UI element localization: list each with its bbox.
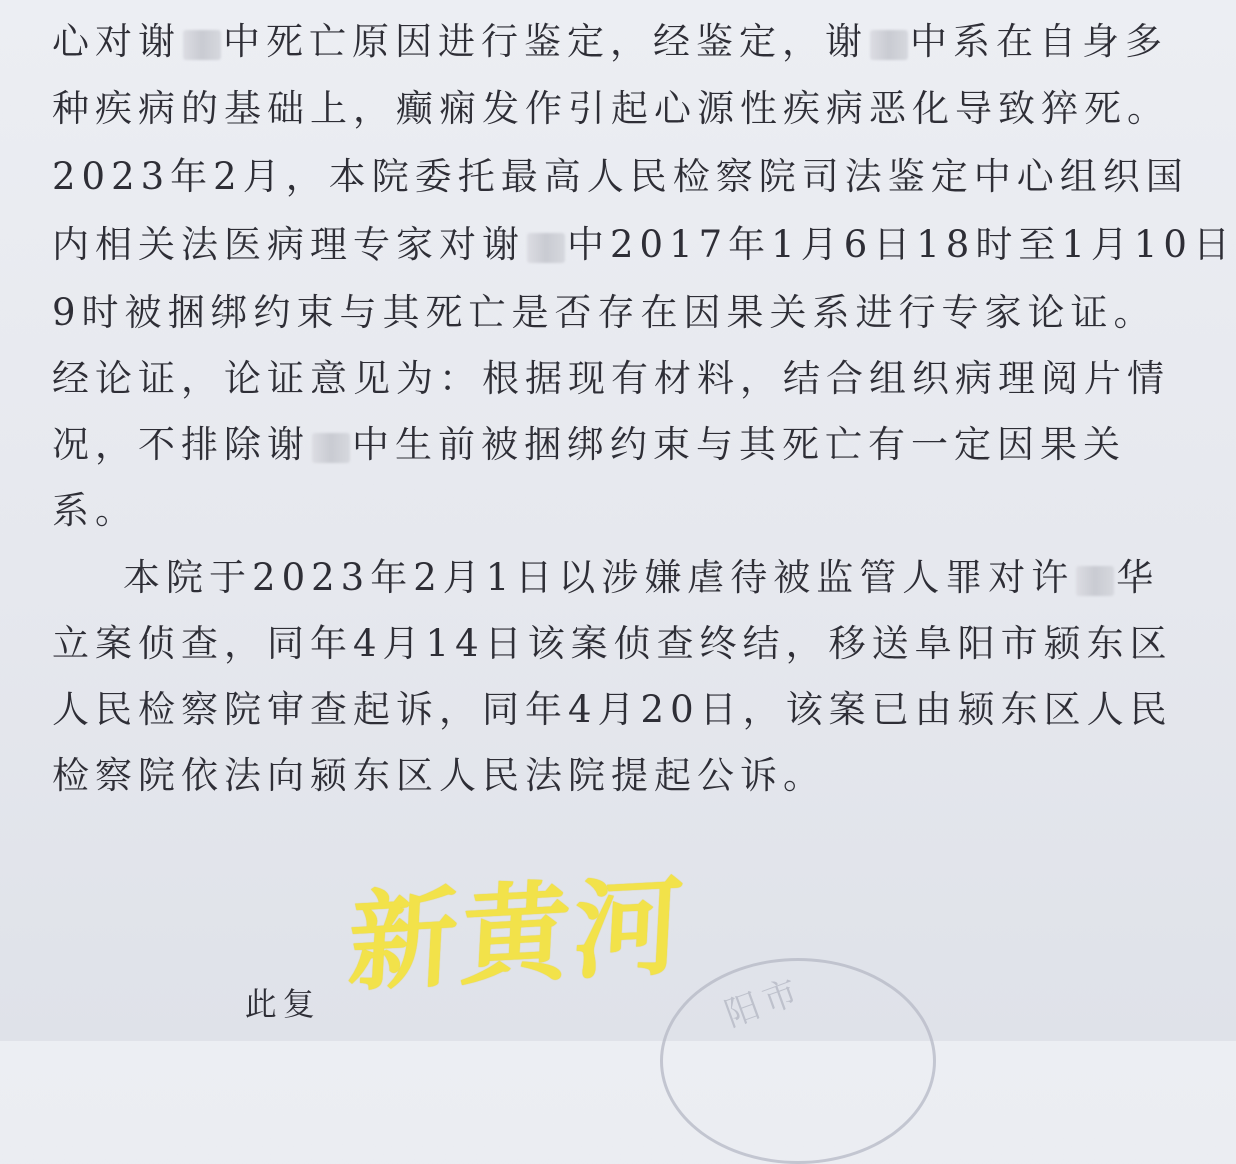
document-line (52, 291, 1157, 335)
seal-text: 阳市 (719, 970, 809, 1036)
line-text: 本院于2023年2月1日以涉嫌虐待被监管人罪对许 (52, 556, 1075, 599)
line-text: 况，不排除谢 (52, 423, 310, 466)
watermark-logo (345, 839, 691, 1011)
line-text: 中系在自身多 (910, 20, 1168, 63)
document-line (52, 223, 1236, 267)
document-line (52, 688, 1173, 732)
line-text: 立案侦查，同年4月14日该案侦查终结，移送阜阳市颍东区 (52, 622, 1173, 665)
official-seal (660, 958, 936, 1164)
line-text: 中死亡原因进行鉴定，经鉴定，谢 (223, 20, 868, 63)
line-text: 2023年2月，本院委托最高人民检察院司法鉴定中心组织国 (52, 155, 1189, 198)
watermark-text: 新黄河 (345, 863, 690, 1007)
line-text: 中生前被捆绑约束与其死亡有一定因果关 (352, 423, 1126, 466)
redacted-name-block (183, 30, 221, 60)
line-text: 种疾病的基础上，癫痫发作引起心源性疾病恶化导致猝死。 (52, 87, 1170, 130)
line-text: 华 (1116, 556, 1160, 599)
document-line (52, 20, 1168, 64)
document-line (52, 155, 1189, 199)
line-text: 系。 (52, 489, 138, 532)
document-line (52, 556, 1160, 600)
document-line (52, 489, 1000, 533)
redacted-name-block (527, 233, 565, 263)
closing-text: 此复 (244, 985, 321, 1023)
line-text: 经论证，论证意见为：根据现有材料，结合组织病理阅片情 (52, 357, 1170, 400)
document-line (52, 87, 1170, 131)
redacted-name-block (870, 30, 908, 60)
line-text: 人民检察院审查起诉，同年4月20日，该案已由颍东区人民 (52, 688, 1173, 731)
line-text: 心对谢 (52, 20, 181, 63)
line-text: 检察院依法向颍东区人民法院提起公诉。 (52, 754, 826, 797)
document-line (52, 423, 1126, 467)
redacted-name-block (312, 433, 350, 463)
document-line (52, 754, 1000, 798)
document-line (52, 357, 1170, 401)
document-line (52, 622, 1173, 666)
line-text: 中2017年1月6日18时至1月10日 (567, 223, 1236, 266)
line-text: 9时被捆绑约束与其死亡是否存在因果关系进行专家论证。 (52, 291, 1157, 334)
line-text: 内相关法医病理专家对谢 (52, 223, 525, 266)
redacted-name-block (1076, 566, 1114, 596)
